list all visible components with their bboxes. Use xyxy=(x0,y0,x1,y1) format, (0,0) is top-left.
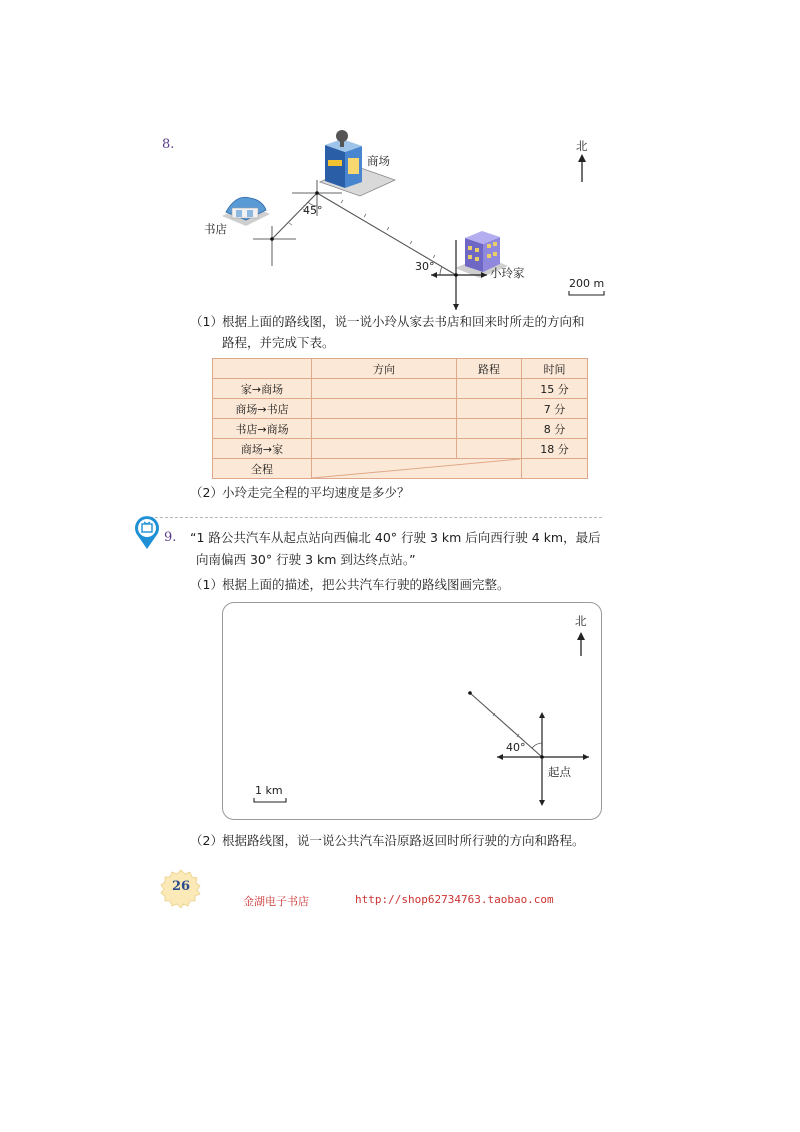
start-point-label: 起点 xyxy=(548,765,571,779)
q8-part1-number: （1） xyxy=(190,314,223,329)
mall-label: 商场 xyxy=(367,154,390,168)
route-cell: 家→商场 xyxy=(213,379,312,399)
table-header xyxy=(213,359,312,379)
direction-cell[interactable] xyxy=(312,439,457,459)
table-row xyxy=(213,379,588,399)
q8-part2-number: （2） xyxy=(190,485,223,500)
table-header-row xyxy=(213,359,588,379)
q9-part2-number: （2） xyxy=(190,833,223,848)
page-number: 26 xyxy=(171,879,191,894)
table-header: 路程 xyxy=(457,359,522,379)
q9-north-label: 北 xyxy=(575,614,587,628)
route-map-diagram xyxy=(0,0,800,320)
video-pin-icon[interactable] xyxy=(132,514,162,552)
route-cell: 商场→家 xyxy=(213,439,312,459)
total-time-cell[interactable] xyxy=(522,459,588,479)
q9-part1-number: （1） xyxy=(190,577,223,592)
scale-label: 200 m xyxy=(569,277,605,290)
angle-30-label: 30° xyxy=(415,260,435,273)
footer-url[interactable]: http://shop62734763.taobao.com xyxy=(355,893,554,906)
route-home-to-mall xyxy=(317,193,456,275)
bus-route-diagram xyxy=(0,600,800,820)
distance-cell[interactable] xyxy=(457,419,522,439)
distance-cell[interactable] xyxy=(457,379,522,399)
direction-cell[interactable] xyxy=(312,419,457,439)
q8-part1-line2: 路程，并完成下表。 xyxy=(222,335,335,350)
distance-cell[interactable] xyxy=(457,399,522,419)
distance-cell[interactable] xyxy=(457,439,522,459)
table-header: 时间 xyxy=(522,359,588,379)
q9-quote-line2: 向南偏西 30° 行驶 3 km 到达终点站。” xyxy=(196,552,416,567)
bookstore-building xyxy=(222,197,270,226)
q8-part2-text: 小玲走完全程的平均速度是多少？ xyxy=(222,485,410,500)
scale-bar xyxy=(569,291,604,295)
scale-bar xyxy=(254,798,286,802)
q8-part1-line1: 根据上面的路线图，说一说小玲从家去书店和回来时所走的方向和 xyxy=(222,314,585,329)
total-diagonal-cell[interactable] xyxy=(312,459,522,479)
time-cell: 15 分 xyxy=(522,379,588,399)
section-divider xyxy=(150,517,602,518)
q9-part2-text: 根据路线图，说一说公共汽车沿原路返回时所行驶的方向和路程。 xyxy=(222,833,585,848)
angle-40-label: 40° xyxy=(506,741,526,754)
time-cell: 18 分 xyxy=(522,439,588,459)
route-table xyxy=(212,358,588,479)
time-cell: 7 分 xyxy=(522,399,588,419)
north-label: 北 xyxy=(576,139,588,153)
route-cell: 书店→商场 xyxy=(213,419,312,439)
time-cell: 8 分 xyxy=(522,419,588,439)
q9-part1-text: 根据上面的描述，把公共汽车行驶的路线图画完整。 xyxy=(222,577,510,592)
route-cell: 商场→书店 xyxy=(213,399,312,419)
table-row xyxy=(213,419,588,439)
home-label: 小玲家 xyxy=(490,266,525,280)
table-total-row xyxy=(213,459,588,479)
question-9-number: 9. xyxy=(164,530,177,545)
direction-cell[interactable] xyxy=(312,379,457,399)
bookstore-label: 书店 xyxy=(204,222,227,236)
direction-cell[interactable] xyxy=(312,399,457,419)
table-row xyxy=(213,399,588,419)
q9-quote-line1: “1 路公共汽车从起点站向西偏北 40° 行驶 3 km 后向西行驶 4 km，最后 xyxy=(190,530,601,545)
diagonal-divider xyxy=(312,459,520,478)
footer-store-name: 金湖电子书店 xyxy=(243,895,309,908)
table-row xyxy=(213,439,588,459)
q9-scale-label: 1 km xyxy=(255,784,283,797)
angle-45-label: 45° xyxy=(303,204,323,217)
total-label-cell: 全程 xyxy=(213,459,312,479)
table-header: 方向 xyxy=(312,359,457,379)
question-8-number: 8. xyxy=(162,137,175,152)
